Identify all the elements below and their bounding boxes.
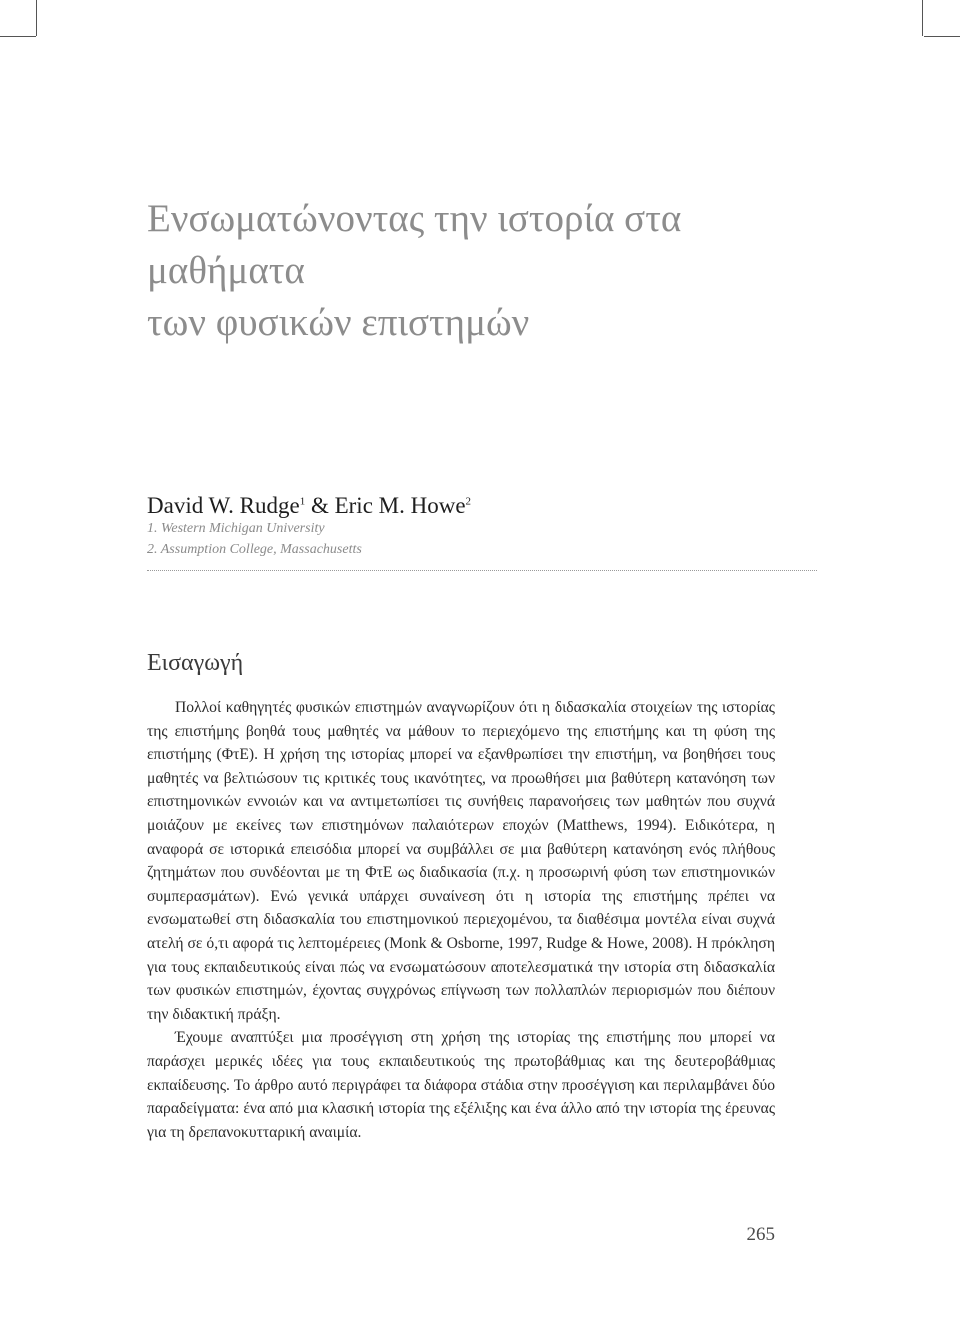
affiliation-1: 1. Western Michigan University: [147, 521, 325, 536]
affiliation-2: 2. Assumption College, Massachusetts: [147, 542, 362, 557]
author-2-name: Eric M. Howe: [334, 493, 466, 518]
crop-mark-left-horizontal: [0, 36, 36, 37]
paragraph-2: Έχουμε αναπτύξει μια προσέγγιση στη χρήση της ιστορίας της επιστήμης που μπορεί να παράσχει μερικές ιδέες για τους εκπαιδευτικούς της πρωτοβάθμιας και της δευτεροβάθμιας εκπαίδευσης. Το άρθρο αυτό περιγράφει τα διάφορα στάδια στην προσέγγιση και περιλαμβάνει δύο παραδείγματα: ένα από μια κλασική ιστορία της εξέλιξης και ένα άλλο από την ιστορία της έρευνας για τη δρεπανοκυτταρική αναιμία.: [147, 1029, 775, 1141]
chapter-title-line-1: Ενσωματώνοντας την ιστορία στα μαθήματα: [147, 197, 682, 292]
section-heading: Εισαγωγή: [147, 650, 244, 676]
author-line: [147, 492, 471, 520]
author-separator: &: [305, 493, 335, 518]
chapter-title-line-2: των φυσικών επιστημών: [147, 301, 530, 344]
author-1-affiliation-mark: 1: [299, 495, 306, 508]
crop-mark-right-horizontal: [924, 36, 960, 37]
paragraph-1: Πολλοί καθηγητές φυσικών επιστημών αναγνωρίζουν ότι η διδασκαλία στοιχείων της ιστορίας της επιστήμης βοηθά τους μαθητές να μάθουν το περιεχόμενο της επιστήμης και τη φύση της επιστήμης (ΦτΕ). Η χρήση της ιστορίας μπορεί να εξανθρωπίσει την επιστήμη, να βοηθήσει τους μαθητές να βελτιώσουν τις κριτικές τους ικανότητες, να προωθήσει μια βαθύτερη κατανόηση των επιστημονικών εννοιών και να αντιμετωπίσει τις συνήθεις παρανοήσεις των μαθητών που συχνά μοιάζουν με εκείνες των επιστημόνων παλαιότερων εποχών (Matthews, 1994). Ειδικότερα, η αναφορά σε ιστορικά επεισόδια μπορεί να συμβάλλει σε μια βαθύτερη κατανόηση ενός πλήθους ζητημάτων που συνδέονται με τη ΦτΕ ως διαδικασία (π.χ. η προσωρινή φύση των επιστημονικών συμπερασμάτων). Ενώ γενικά υπάρχει συναίνεση ότι η ιστορία της επιστήμης πρέπει να ενσωματωθεί στη διδασκαλία του επιστημονικού περιεχομένου, τα διαθέσιμα μοντέλα είναι συχνά ατελή σε ό,τι αφορά τις λεπτομέρειες (Monk & Osborne, 1997, Rudge & Howe, 2008). Η πρόκληση για τους εκπαιδευτικούς είναι πώς να ενσωματώσουν αποτελεσματικά την ιστορία στη διδασκαλία των φυσικών επιστημών, έχοντας συγχρόνως επίγνωση των πολλαπλών περιορισμών που διέπουν την διδακτική πράξη.: [147, 699, 775, 1023]
author-1-name: David W. Rudge: [147, 493, 300, 518]
chapter-title: [147, 193, 847, 349]
page-number: 265: [746, 1224, 775, 1245]
author-2-affiliation-mark: 2: [465, 495, 472, 508]
body-text: [147, 696, 775, 1144]
crop-mark-left: [36, 0, 37, 36]
dotted-divider: [147, 570, 817, 571]
crop-mark-right: [922, 0, 923, 36]
